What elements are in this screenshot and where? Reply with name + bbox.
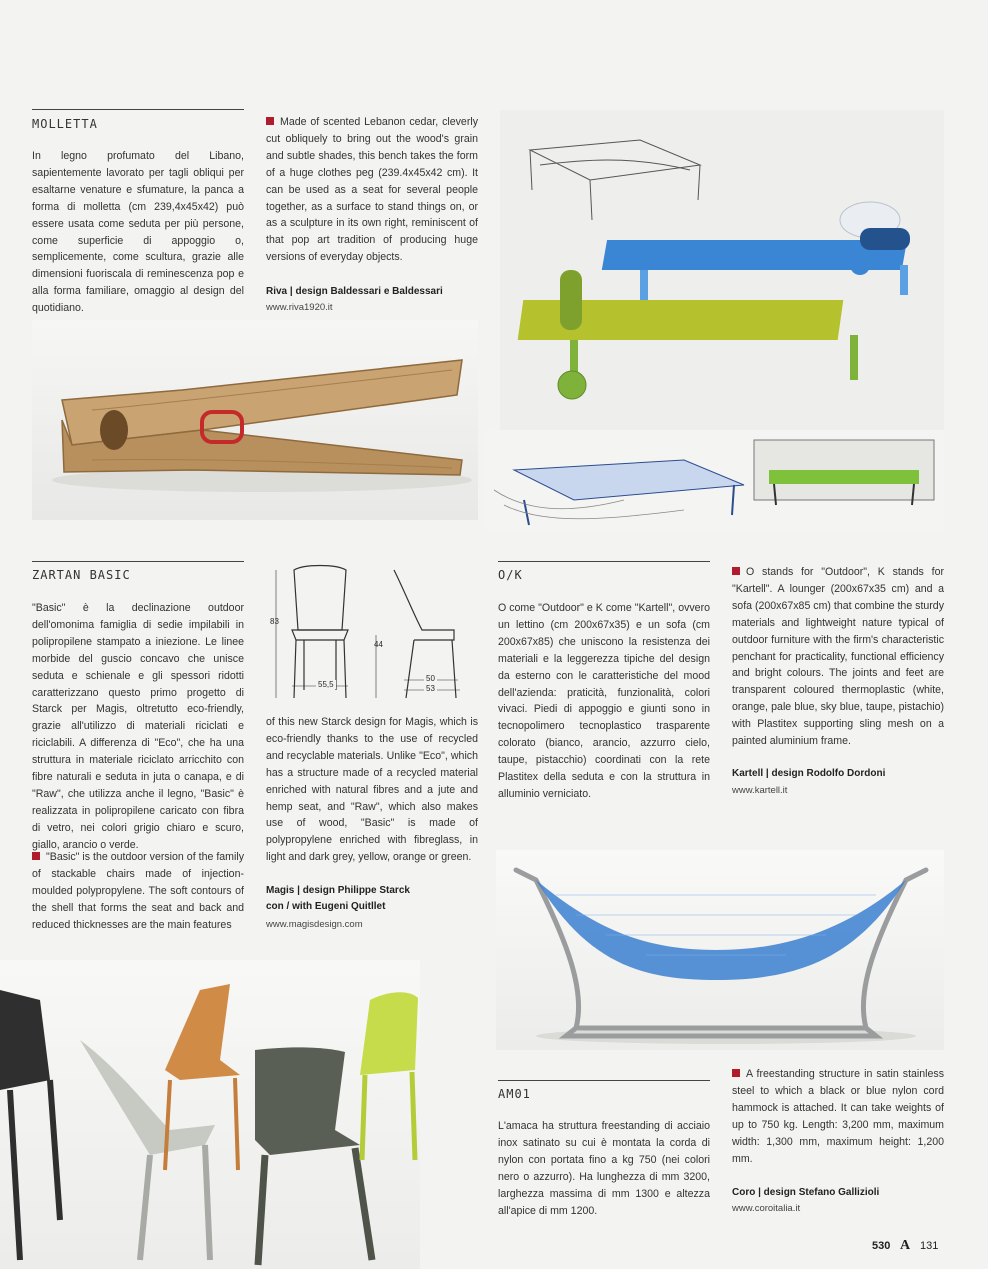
section-rule (498, 561, 710, 562)
molletta-italian-text: In legno profumato del Libano, sapientemente lavorato per tagli obliqui per esaltarne venature e sfumature, la panca a forma di molletta (cm 239,4x45x42) può essere usata come seduta per più persone, come superficie di appoggio o, semplicemente, come scultura, grazie alle dimensioni fuoriscala di reminescenza pop e alla forma familiare, omaggio al design del quotidiano. (32, 150, 244, 315)
molletta-credit: Riva | design Baldessari e Baldessari (266, 286, 443, 297)
chair-dimension-drawing (264, 560, 478, 710)
zartan-credit-line2: con / with Eugeni Quitllet (266, 901, 386, 912)
page-number: 131 (920, 1240, 939, 1252)
ok-sketch-strip (484, 430, 944, 530)
am01-english-content: A freestanding structure in satin stainless steel to which a black or blue nylon cord hammock is attached. It can take weights of up to 750 kg. Length: 3,200 mm, maximum width: 1,300 mm, maximum height: 1,200 mm. (732, 1068, 944, 1165)
am01-credit: Coro | design Stefano Gallizioli (732, 1187, 880, 1198)
clothes-peg-bench-image (32, 320, 478, 520)
zartan-credit-line1: Magis | design Philippe Starck (266, 885, 410, 896)
ok-credit: Kartell | design Rodolfo Dordoni (732, 768, 886, 779)
bullet-marker (732, 1069, 740, 1077)
stackable-chairs-image (0, 960, 420, 1269)
zartan-english-text-a (32, 849, 244, 934)
dim-height-label: 83 (270, 617, 279, 626)
zartan-url[interactable]: www.magisdesign.com (266, 919, 363, 930)
zartan-italian-text: "Basic" è la declinazione outdoor dell'omonima famiglia di sedie impilabili in polipropilene stampato a iniezione. Le linee morbide del guscio concavo che unisce seduta e schienale e gli spessori ridotti caratterizzano questo primo progetto di Starck per Magis, oltretutto eco-friendly, grazie all'utilizzo di materiali riciclati e riciclabili. A differenza di "Eco", che ha una struttura in materiale riciclato arricchito con fibre naturali e seduta in juta o canapa, e di "Raw", che utilizza anche il legno, "Basic" è realizzata in polipropilene caricato con fibra di vetro, nei colori grigio chiaro e scuro, giallo, arancio o verde. (32, 602, 244, 851)
zartan-chairs-photo (0, 960, 420, 1269)
section-title-molletta: MOLLETTA (32, 117, 98, 131)
ok-italian-text: O come "Outdoor" e K come "Kartell", ovvero un lettino (cm 200x67x35) e un sofa (cm 200x67x85) che uniscono la resistenza dei materiali e la leggerezza tipiche del design da esterno con le caratteristiche del mood dell'azienda: praticità, funzionalità, colori vivaci. Piedi di appoggio e giunti sono in tecnopolimero tecnoplastico trasparente colorato (bianco, arancio, azzurro cielo, taupe, pistacchio) coordinati con la rete Plastitex della seduta e con la struttura in alluminio verniciato. (498, 602, 710, 800)
zartan-english-content-a: "Basic" is the outdoor version of the family of stackable chairs made of injection-moulded polypropylene. The soft contours of the shell that forms the seat and back and reduced thicknesses are the main features (32, 851, 244, 931)
dim-seat-label: 44 (374, 640, 383, 649)
dim-width-label: 55,5 (318, 680, 334, 689)
hammock-image (496, 850, 944, 1050)
chair-technical-drawing (264, 560, 478, 710)
dim-depth1-label: 50 (426, 674, 435, 683)
zartan-english-text-b: of this new Starck design for Magis, which is eco-friendly thanks to the use of recycled and recyclable materials. Unlike "Eco", which has a structure made of a recycled material enriched with natural fibres and a jute and hemp seat, and "Raw", which also makes use of wood, "Basic" is made of polypropylene enriched with fibreglass, in light and dark grey, yellow, orange or green. (266, 716, 478, 864)
am01-italian-text: L'amaca ha struttura freestanding di acciaio inox satinato su cui è montata la corda di nylon con portata fino a kg 750 (nei colori nero o azzurro). Ha lunghezza di mm 3200, larghezza massima di mm 1300 e altezza all'apice di mm 1200. (498, 1120, 710, 1217)
section-rule (32, 561, 244, 562)
section-title-zartan: ZARTAN BASIC (32, 568, 131, 582)
molletta-photo (32, 320, 478, 520)
section-rule (32, 109, 244, 110)
am01-url[interactable]: www.coroitalia.it (732, 1203, 801, 1214)
ok-english-text (732, 564, 944, 750)
am01-english-text (732, 1066, 944, 1167)
dim-depth2-label: 53 (426, 684, 435, 693)
bullet-marker (732, 567, 740, 575)
molletta-english-content: Made of scented Lebanon cedar, cleverly cut obliquely to bring out the wood's grain and subtle shades, this bench takes the form of a huge clothes peg (239.4x45x42 cm). It can be used as a seat for several people together, as a surface to stand things on, or as a sculpture in its own right, reminiscent of that pop art tradition of producing huge versions of everyday objects. (266, 116, 478, 264)
section-title-ok: O/K (498, 568, 523, 582)
am01-hammock-photo (496, 850, 944, 1050)
ok-url[interactable]: www.kartell.it (732, 785, 788, 796)
section-rule (498, 1080, 710, 1081)
issue-number: 530 (872, 1240, 891, 1252)
molletta-url[interactable]: www.riva1920.it (266, 302, 333, 313)
magazine-logo: A (900, 1238, 911, 1253)
lounger-color-sketch-image (484, 430, 944, 530)
ok-english-content: O stands for "Outdoor", K stands for "Kartell". A lounger (200x67x35 cm) and a sofa (200x67x85 cm) that combine the sturdy materials and lightweight nature typical of outdoor furniture with the firm's characteristic penchant for practicality, functional efficiency and bright colours. The joints and feet are transparent coloured thermoplastic (white, orange, pale blue, sky blue, taupe, pistachio) with Plastitex supporting sling mesh on a painted aluminium frame. (732, 566, 944, 748)
section-title-am01: AM01 (498, 1087, 531, 1101)
lounger-sketch-image (500, 110, 944, 438)
molletta-english-text (266, 114, 478, 266)
ok-furniture-photo (500, 110, 944, 438)
bullet-marker (266, 117, 274, 125)
bullet-marker (32, 852, 40, 860)
